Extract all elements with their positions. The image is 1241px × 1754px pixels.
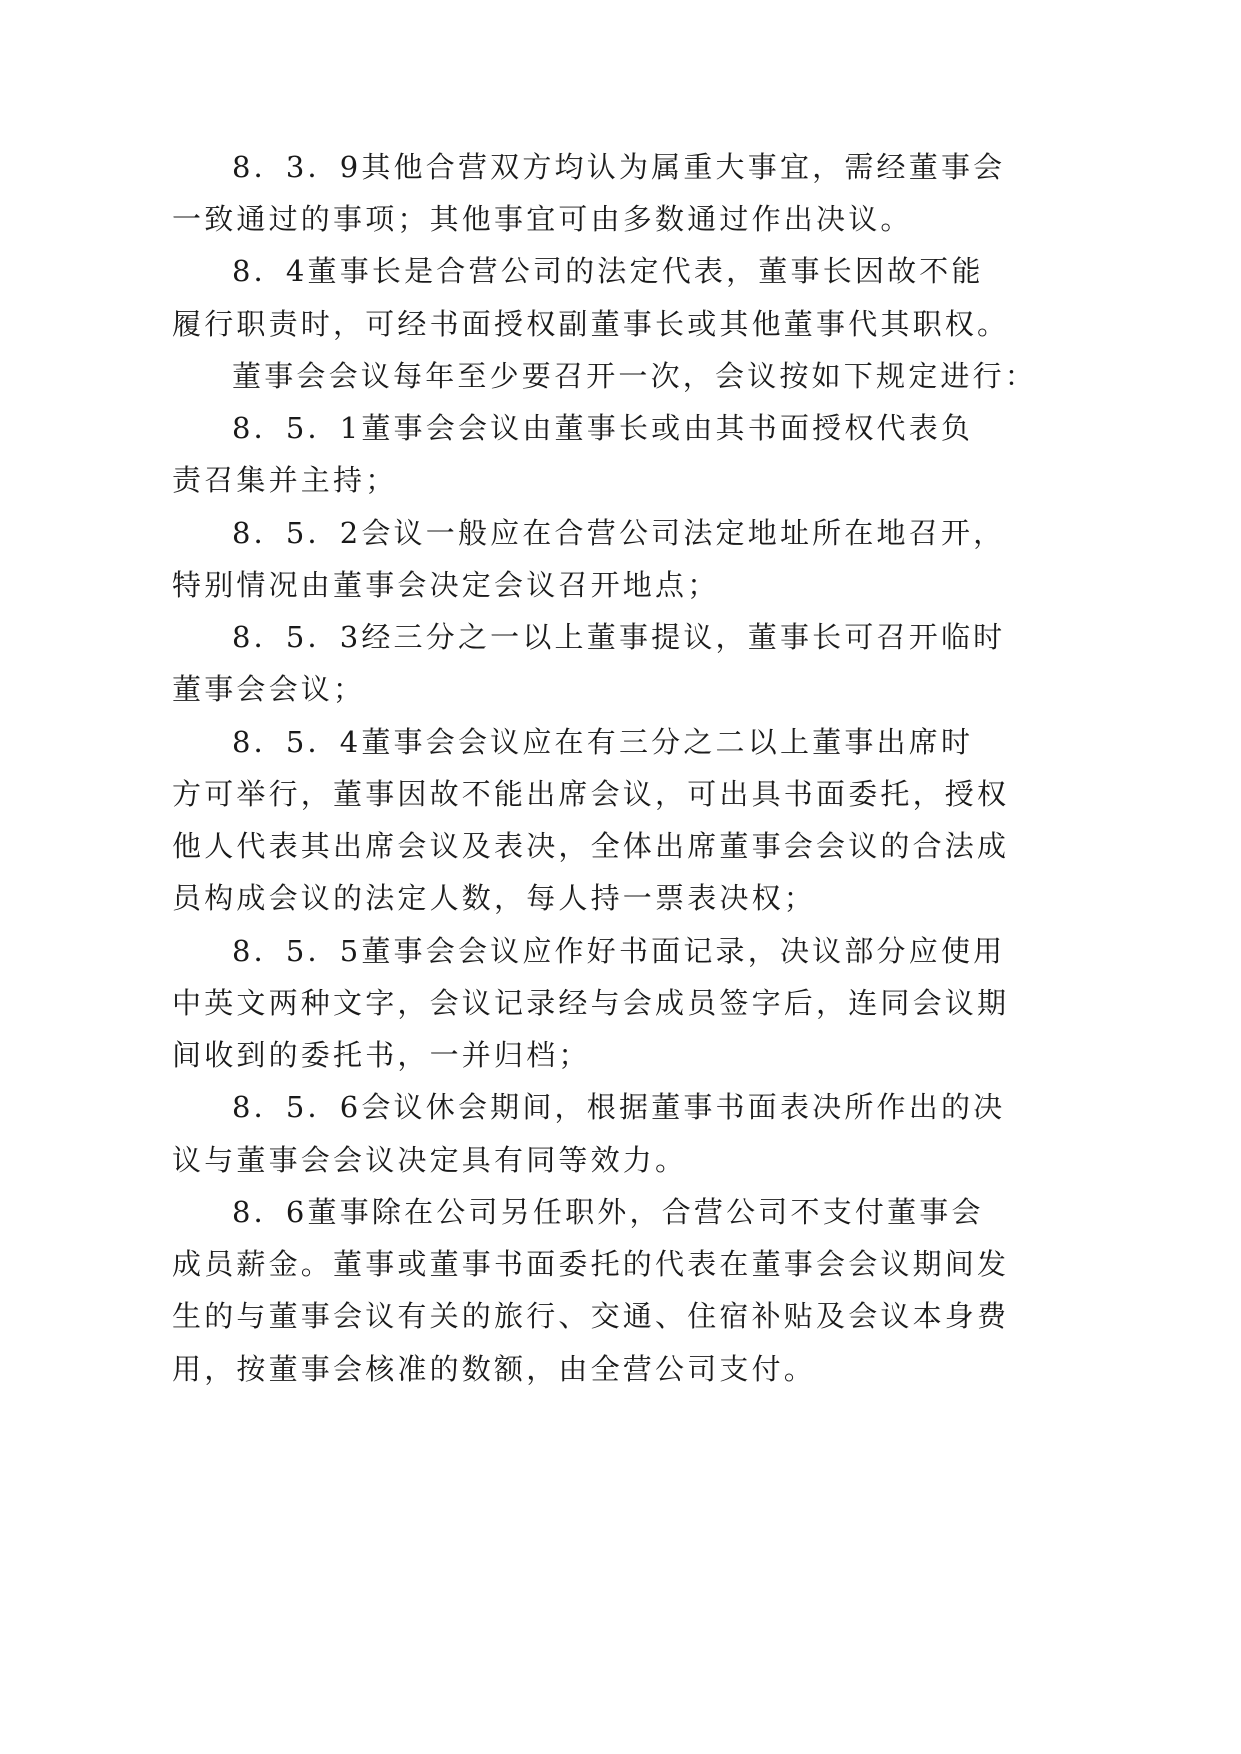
paragraph-8-6-line-1: 8．6董事除在公司另任职外，合营公司不支付董事会	[232, 1195, 984, 1229]
paragraph-8-5-2-line-1: 8．5．2会议一般应在合营公司法定地址所在地召开，	[232, 516, 1006, 550]
paragraph-8-5-6-line-1: 8．5．6会议休会期间，根据董事书面表决所作出的决	[232, 1090, 1006, 1124]
paragraph-8-5-3-line-1: 8．5．3经三分之一以上董事提议，董事长可召开临时	[232, 620, 1006, 654]
paragraph-8-5-4-line-4: 员构成会议的法定人数，每人持一票表决权；	[172, 881, 817, 915]
paragraph-8-3-9-line-2: 一致通过的事项；其他事宜可由多数通过作出决议。	[172, 202, 913, 236]
paragraph-8-5-4-line-2: 方可举行，董事因故不能出席会议，可出具书面委托，授权	[172, 777, 1010, 811]
paragraph-8-5-5-line-3: 间收到的委托书，一并归档；	[172, 1038, 591, 1072]
paragraph-8-5-5-line-1: 8．5．5董事会会议应作好书面记录，决议部分应使用	[232, 934, 1006, 968]
paragraph-meeting-intro: 董事会会议每年至少要召开一次，会议按如下规定进行：	[232, 359, 1038, 393]
paragraph-8-4-line-1: 8．4董事长是合营公司的法定代表，董事长因故不能	[232, 254, 984, 288]
paragraph-8-4-line-2: 履行职责时，可经书面授权副董事长或其他董事代其职权。	[172, 307, 1010, 341]
paragraph-8-6-line-3: 生的与董事会议有关的旅行、交通、住宿补贴及会议本身费	[172, 1299, 1010, 1333]
paragraph-8-5-4-line-3: 他人代表其出席会议及表决，全体出席董事会会议的合法成	[172, 829, 1010, 863]
paragraph-8-3-9-line-1: 8．3．9其他合营双方均认为属重大事宜，需经董事会	[232, 150, 1006, 184]
paragraph-8-5-5-line-2: 中英文两种文字，会议记录经与会成员签字后，连同会议期	[172, 986, 1010, 1020]
paragraph-8-6-line-4: 用，按董事会核准的数额，由全营公司支付。	[172, 1352, 817, 1386]
paragraph-8-5-1-line-2: 责召集并主持；	[172, 463, 398, 497]
paragraph-8-5-3-line-2: 董事会会议；	[172, 672, 366, 706]
paragraph-8-5-1-line-1: 8．5．1董事会会议由董事长或由其书面授权代表负	[232, 411, 974, 445]
paragraph-8-6-line-2: 成员薪金。董事或董事书面委托的代表在董事会会议期间发	[172, 1247, 1010, 1281]
paragraph-8-5-2-line-2: 特别情况由董事会决定会议召开地点；	[172, 568, 720, 602]
paragraph-8-5-4-line-1: 8．5．4董事会会议应在有三分之二以上董事出席时	[232, 725, 974, 759]
paragraph-8-5-6-line-2: 议与董事会会议决定具有同等效力。	[172, 1143, 688, 1177]
